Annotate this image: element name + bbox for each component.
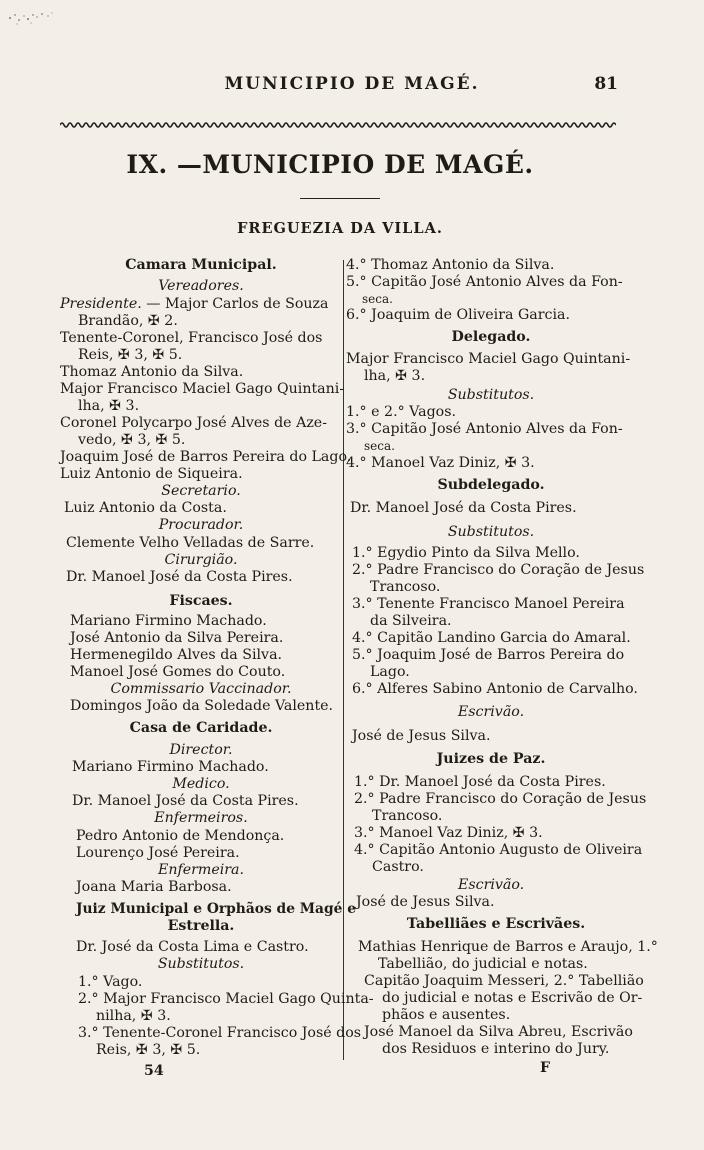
label-medico: Medico. [172,776,230,792]
vereador-line: lha, ✠ 3. [78,398,140,414]
label-vaccinador: Commissario Vaccinador. [110,681,292,697]
enfermeira-name: Joana Maria Barbosa. [76,879,232,895]
delegado-sub-line: 4.° Manoel Vaz Diniz, ✠ 3. [346,455,535,471]
tabelliao-line: do judicial e notas e Escrivão de Or- [382,990,643,1006]
tabelliao-line: Tabellião, do judicial e notas. [378,956,588,972]
vereador-line: Reis, ✠ 3, ✠ 5. [78,347,183,363]
chapter-underline [300,198,380,199]
label-vereadores: Vereadores. [158,278,244,294]
subdelegado-sub-line: 4.° Capitão Landino Garcia do Amaral. [352,630,631,646]
tabelliao-line: José Manoel da Silva Abreu, Escrivão [364,1024,633,1040]
label-escrivao-1: Escrivão. [457,704,525,720]
substituto-line: nilha, ✠ 3. [96,1008,171,1024]
tabelliao-line: phãos e ausentes. [382,1007,511,1023]
label-enfermeiros: Enfermeiros. [154,810,248,826]
chapter-title: IX. —MUNICIPIO DE MAGÉ. [126,150,534,179]
substituto-line: 3.° Tenente-Coronel Francisco José dos [78,1025,362,1041]
vereador-cont-line: seca. [362,292,393,306]
vereador-line: Joaquim José de Barros Pereira do Lago. [60,449,352,465]
juiz-paz-line: 2.° Padre Francisco do Coração de Jesus [354,791,647,807]
vereador-line: Luiz Antonio de Siqueira. [60,466,243,482]
enfermeiro-line: Pedro Antonio de Mendonça. [76,828,285,844]
subdelegado-sub-line: 6.° Alferes Sabino Antonio de Carvalho. [352,681,638,697]
director-name: Mariano Firmino Machado. [72,759,269,775]
subdelegado-sub-line: Trancoso. [370,579,441,595]
vereador-cont-line: 5.° Capitão José Antonio Alves da Fon- [346,274,623,290]
escrivao-name-1: José de Jesus Silva. [352,728,491,744]
juiz-paz-line: 4.° Capitão Antonio Augusto de Oliveira [354,842,643,858]
heading-subdelegado: Subdelegado. [437,477,545,493]
cirurgiao-name: Dr. Manoel José da Costa Pires. [66,569,293,585]
delegado-sub-line: 3.° Capitão José Antonio Alves da Fon- [346,421,623,437]
label-substitutos-juiz: Substitutos. [157,956,245,972]
delegado-line: lha, ✠ 3. [364,368,426,384]
subdelegado-sub-line: Lago. [370,664,410,680]
vereador-cont-line: 4.° Thomaz Antonio da Silva. [346,257,555,273]
label-substitutos-subdelegado: Substitutos. [447,524,535,540]
fiscal-line: Manoel José Gomes do Couto. [70,664,286,680]
heading-juizes-paz: Juizes de Paz. [436,751,546,767]
page-number: 81 [594,74,618,94]
juiz-paz-line: Trancoso. [372,808,443,824]
delegado-line: Major Francisco Maciel Gago Quintani- [346,351,631,367]
juiz-paz-line: Castro. [372,859,424,875]
tabelliao-line: Capitão Joaquim Messeri, 2.° Tabellião [364,973,644,989]
label-director: Director. [169,742,233,758]
subdelegado-sub-line: 5.° Joaquim José de Barros Pereira do [352,647,625,663]
paper-speckle [6,4,60,34]
juiz-paz-line: 3.° Manoel Vaz Diniz, ✠ 3. [354,825,543,841]
delegado-sub-line: 1.° e 2.° Vagos. [346,404,457,420]
subdelegado-name: Dr. Manoel José da Costa Pires. [350,500,577,516]
subdelegado-sub-line: 1.° Egydio Pinto da Silva Mello. [352,545,580,561]
secretario-name: Luiz Antonio da Costa. [64,500,227,516]
presidente-line [60,296,328,313]
column-divider [343,260,344,1060]
escrivao-name-2: José de Jesus Silva. [356,894,495,910]
substituto-line: 1.° Vago. [78,974,143,990]
running-header: MUNICIPIO DE MAGÉ. [224,74,480,94]
label-presidente: Presidente. [60,296,142,312]
signature-mark-right: F [540,1060,551,1076]
tabelliao-line: Mathias Henrique de Barros e Araujo, 1.° [358,939,658,955]
section-title: FREGUEZIA DA VILLA. [237,220,443,237]
vereador-line: vedo, ✠ 3, ✠ 5. [78,432,186,448]
subdelegado-sub-line: 2.° Padre Francisco do Coração de Jesus [352,562,645,578]
wavy-rule [60,120,616,130]
label-secretario: Secretario. [161,483,241,499]
signature-mark-left: 54 [144,1063,164,1079]
heading-delegado: Delegado. [451,329,531,345]
label-substitutos-delegado: Substitutos. [447,387,535,403]
juiz-name: Dr. José da Costa Lima e Castro. [76,939,309,955]
tabelliao-line: dos Residuos e interino do Jury. [382,1041,610,1057]
vereador-cont-line: 6.° Joaquim de Oliveira Garcia. [346,307,570,323]
heading-casa-caridade: Casa de Caridade. [129,720,273,736]
presidente-name: — Major Carlos de Souza [141,296,329,312]
juiz-paz-line: 1.° Dr. Manoel José da Costa Pires. [354,774,606,790]
enfermeiro-line: Lourenço José Pereira. [76,845,240,861]
fiscal-line: Hermenegildo Alves da Silva. [70,647,283,663]
substituto-line: Reis, ✠ 3, ✠ 5. [96,1042,201,1058]
label-cirurgiao: Cirurgião. [164,552,238,568]
subdelegado-sub-line: da Silveira. [370,613,452,629]
fiscal-line: José Antonio da Silva Pereira. [70,630,284,646]
subdelegado-sub-line: 3.° Tenente Francisco Manoel Pereira [352,596,625,612]
heading-tabelliaes: Tabelliães e Escrivães. [406,916,586,932]
vaccinador-name: Domingos João da Soledade Valente. [70,698,334,714]
vereador-line: Tenente-Coronel, Francisco José dos [60,330,323,346]
heading-juiz-municipal: Juiz Municipal e Orphãos de Magé e [76,901,356,917]
heading-juiz-municipal-cont: Estrella. [167,918,235,934]
medico-name: Dr. Manoel José da Costa Pires. [72,793,299,809]
vereador-line: Thomaz Antonio da Silva. [60,364,244,380]
label-procurador: Procurador. [158,517,244,533]
heading-fiscaes: Fiscaes. [169,593,233,609]
vereador-line: Major Francisco Maciel Gago Quintani- [60,381,345,397]
vereador-line: Brandão, ✠ 2. [78,313,178,329]
vereador-line: Coronel Polycarpo José Alves de Aze- [60,415,327,431]
substituto-line: 2.° Major Francisco Maciel Gago Quinta- [78,991,374,1007]
label-escrivao-2: Escrivão. [458,877,525,893]
label-enfermeira: Enfermeira. [157,862,245,878]
heading-camara-municipal: Camara Municipal. [125,257,277,273]
delegado-sub-line: seca. [364,439,395,453]
fiscal-line: Mariano Firmino Machado. [70,613,267,629]
procurador-name: Clemente Velho Velladas de Sarre. [66,535,315,551]
